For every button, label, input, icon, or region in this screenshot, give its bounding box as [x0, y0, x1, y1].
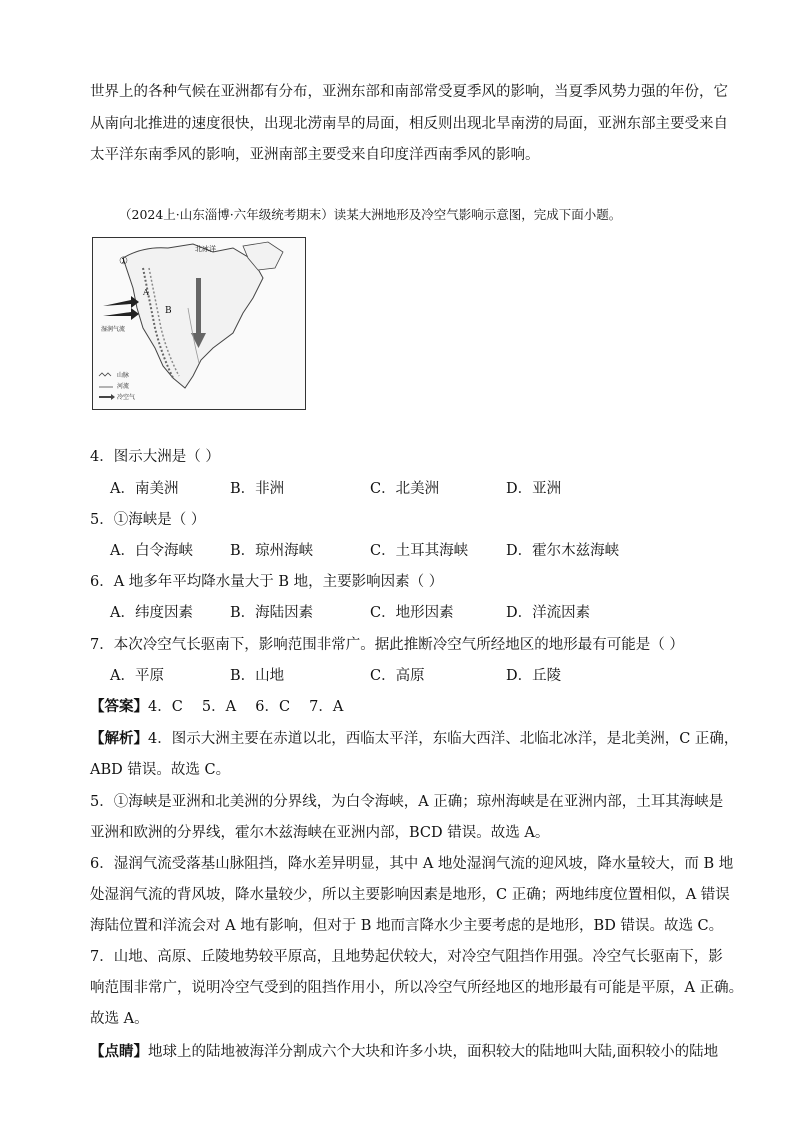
q5-option-b: B．琼州海峡 [230, 543, 314, 559]
map-label-b: B [165, 306, 172, 316]
analysis-line-3: 5．①海峡是亚洲和北美洲的分界线，为白令海峡，A 正确；琼州海峡是在亚洲内部，土耳其海峡是 [90, 794, 724, 810]
question-6-stem: 6．A 地多年平均降水量大于 B 地，主要影响因素（ ） [90, 574, 444, 590]
map-label-wind: 湿润气流 [101, 326, 126, 333]
q4-option-b: B．非洲 [230, 481, 285, 497]
q4-option-c: C．北美洲 [370, 481, 440, 497]
question-4-stem: 4．图示大洲是（ ） [90, 449, 220, 465]
question-5-stem: 5．①海峡是（ ） [90, 512, 206, 528]
cold-air-arrow-shaft [196, 278, 201, 333]
source-line: （2024上·山东淄博·六年级统考期末）读某大洲地形及冷空气影响示意图，完成下面小题。 [119, 207, 622, 222]
legend-mountain-label: 山脉 [117, 372, 130, 379]
analysis-line-7: 海陆位置和洋流会对 A 地有影响，但对于 B 地而言降水少主要考虑的是地形，BD 错误。故选 C。 [90, 918, 724, 934]
q5-option-d: D．霍尔木兹海峡 [506, 543, 620, 559]
q5-option-a: A．白令海峡 [110, 543, 193, 559]
intro-line-3: 太平洋东南季风的影响，亚洲南部主要受来自印度洋西南季风的影响。 [90, 147, 540, 163]
q6-option-b: B．海陆因素 [230, 605, 314, 621]
map-label-arctic: 北冰洋 [195, 245, 216, 253]
q7-option-b: B．山地 [230, 668, 285, 684]
analysis-line-1 [90, 727, 738, 748]
legend-mountain-icon [99, 373, 111, 376]
analysis-line-5: 6．湿润气流受落基山脉阻挡，降水差异明显，其中 A 地处湿润气流的迎风坡，降水量较大，而 B 地 [90, 856, 734, 872]
analysis-line-10: 故选 A。 [90, 1011, 149, 1027]
q4-option-d: D．亚洲 [506, 481, 562, 497]
answer-text: 4．C 5．A 6．C 7．A [148, 699, 344, 715]
analysis-line-6: 处湿润气流的背风坡，降水量较少，所以主要影响因素是地形，C 正确；两地纬度位置相似，A 错误 [90, 887, 730, 903]
wind-arrow-2 [103, 308, 139, 320]
analysis-line-9: 响范围非常广，说明冷空气受到的阻挡作用小，所以冷空气所经地区的地形最有可能是平原，A 正确。 [90, 980, 744, 996]
map-label-strait: ① [119, 256, 128, 267]
intro-line-1: 世界上的各种气候在亚洲都有分布，亚洲东部和南部常受夏季风的影响，当夏季风势力强的年份，它 [90, 84, 728, 100]
q7-option-c: C．高原 [370, 668, 425, 684]
q5-option-c: C．土耳其海峡 [370, 543, 469, 559]
q6-option-d: D．洋流因素 [506, 605, 591, 621]
q7-option-d: D．丘陵 [506, 668, 562, 684]
map-label-a: A [143, 288, 149, 297]
wind-arrow-1 [103, 296, 139, 308]
q7-option-a: A．平原 [110, 668, 164, 684]
continent-map [92, 237, 306, 410]
answer-label: 【答案】 [90, 698, 148, 715]
legend-coldair-icon [99, 394, 115, 400]
intro-line-2: 从南向北推进的速度很快，出现北涝南旱的局面，相反则出现北旱南涝的局面，亚洲东部主要受来自 [90, 116, 728, 132]
note-line [90, 1040, 718, 1061]
analysis-line-4: 亚洲和欧洲的分界线，霍尔木兹海峡在亚洲内部，BCD 错误。故选 A。 [90, 825, 550, 841]
legend-coldair-label: 冷空气 [117, 394, 136, 401]
q6-option-a: A．纬度因素 [110, 605, 193, 621]
analysis-line-8: 7．山地、高原、丘陵地势较平原高，且地势起伏较大，对冷空气阻挡作用强。冷空气长驱南下，影 [90, 949, 723, 965]
answer-line [90, 695, 343, 716]
note-text: 地球上的陆地被海洋分割成六个大块和许多小块，面积较大的陆地叫大陆,面积较小的陆地 [148, 1044, 719, 1060]
legend-river-label: 河流 [117, 383, 130, 390]
note-label: 【点睛】 [90, 1043, 148, 1060]
q4-option-a: A．南美洲 [110, 481, 179, 497]
continent-outline [123, 244, 263, 388]
q6-option-c: C．地形因素 [370, 605, 454, 621]
analysis-line-2: ABD 错误。故选 C。 [90, 762, 231, 778]
question-7-stem: 7．本次冷空气长驱南下，影响范围非常广。据此推断冷空气所经地区的地形最有可能是（ ） [90, 637, 684, 653]
analysis-label: 【解析】 [90, 730, 148, 747]
analysis-text-1: 4．图示大洲主要在赤道以北，西临太平洋，东临大西洋、北临北冰洋，是北美洲，C 正确， [148, 731, 739, 747]
